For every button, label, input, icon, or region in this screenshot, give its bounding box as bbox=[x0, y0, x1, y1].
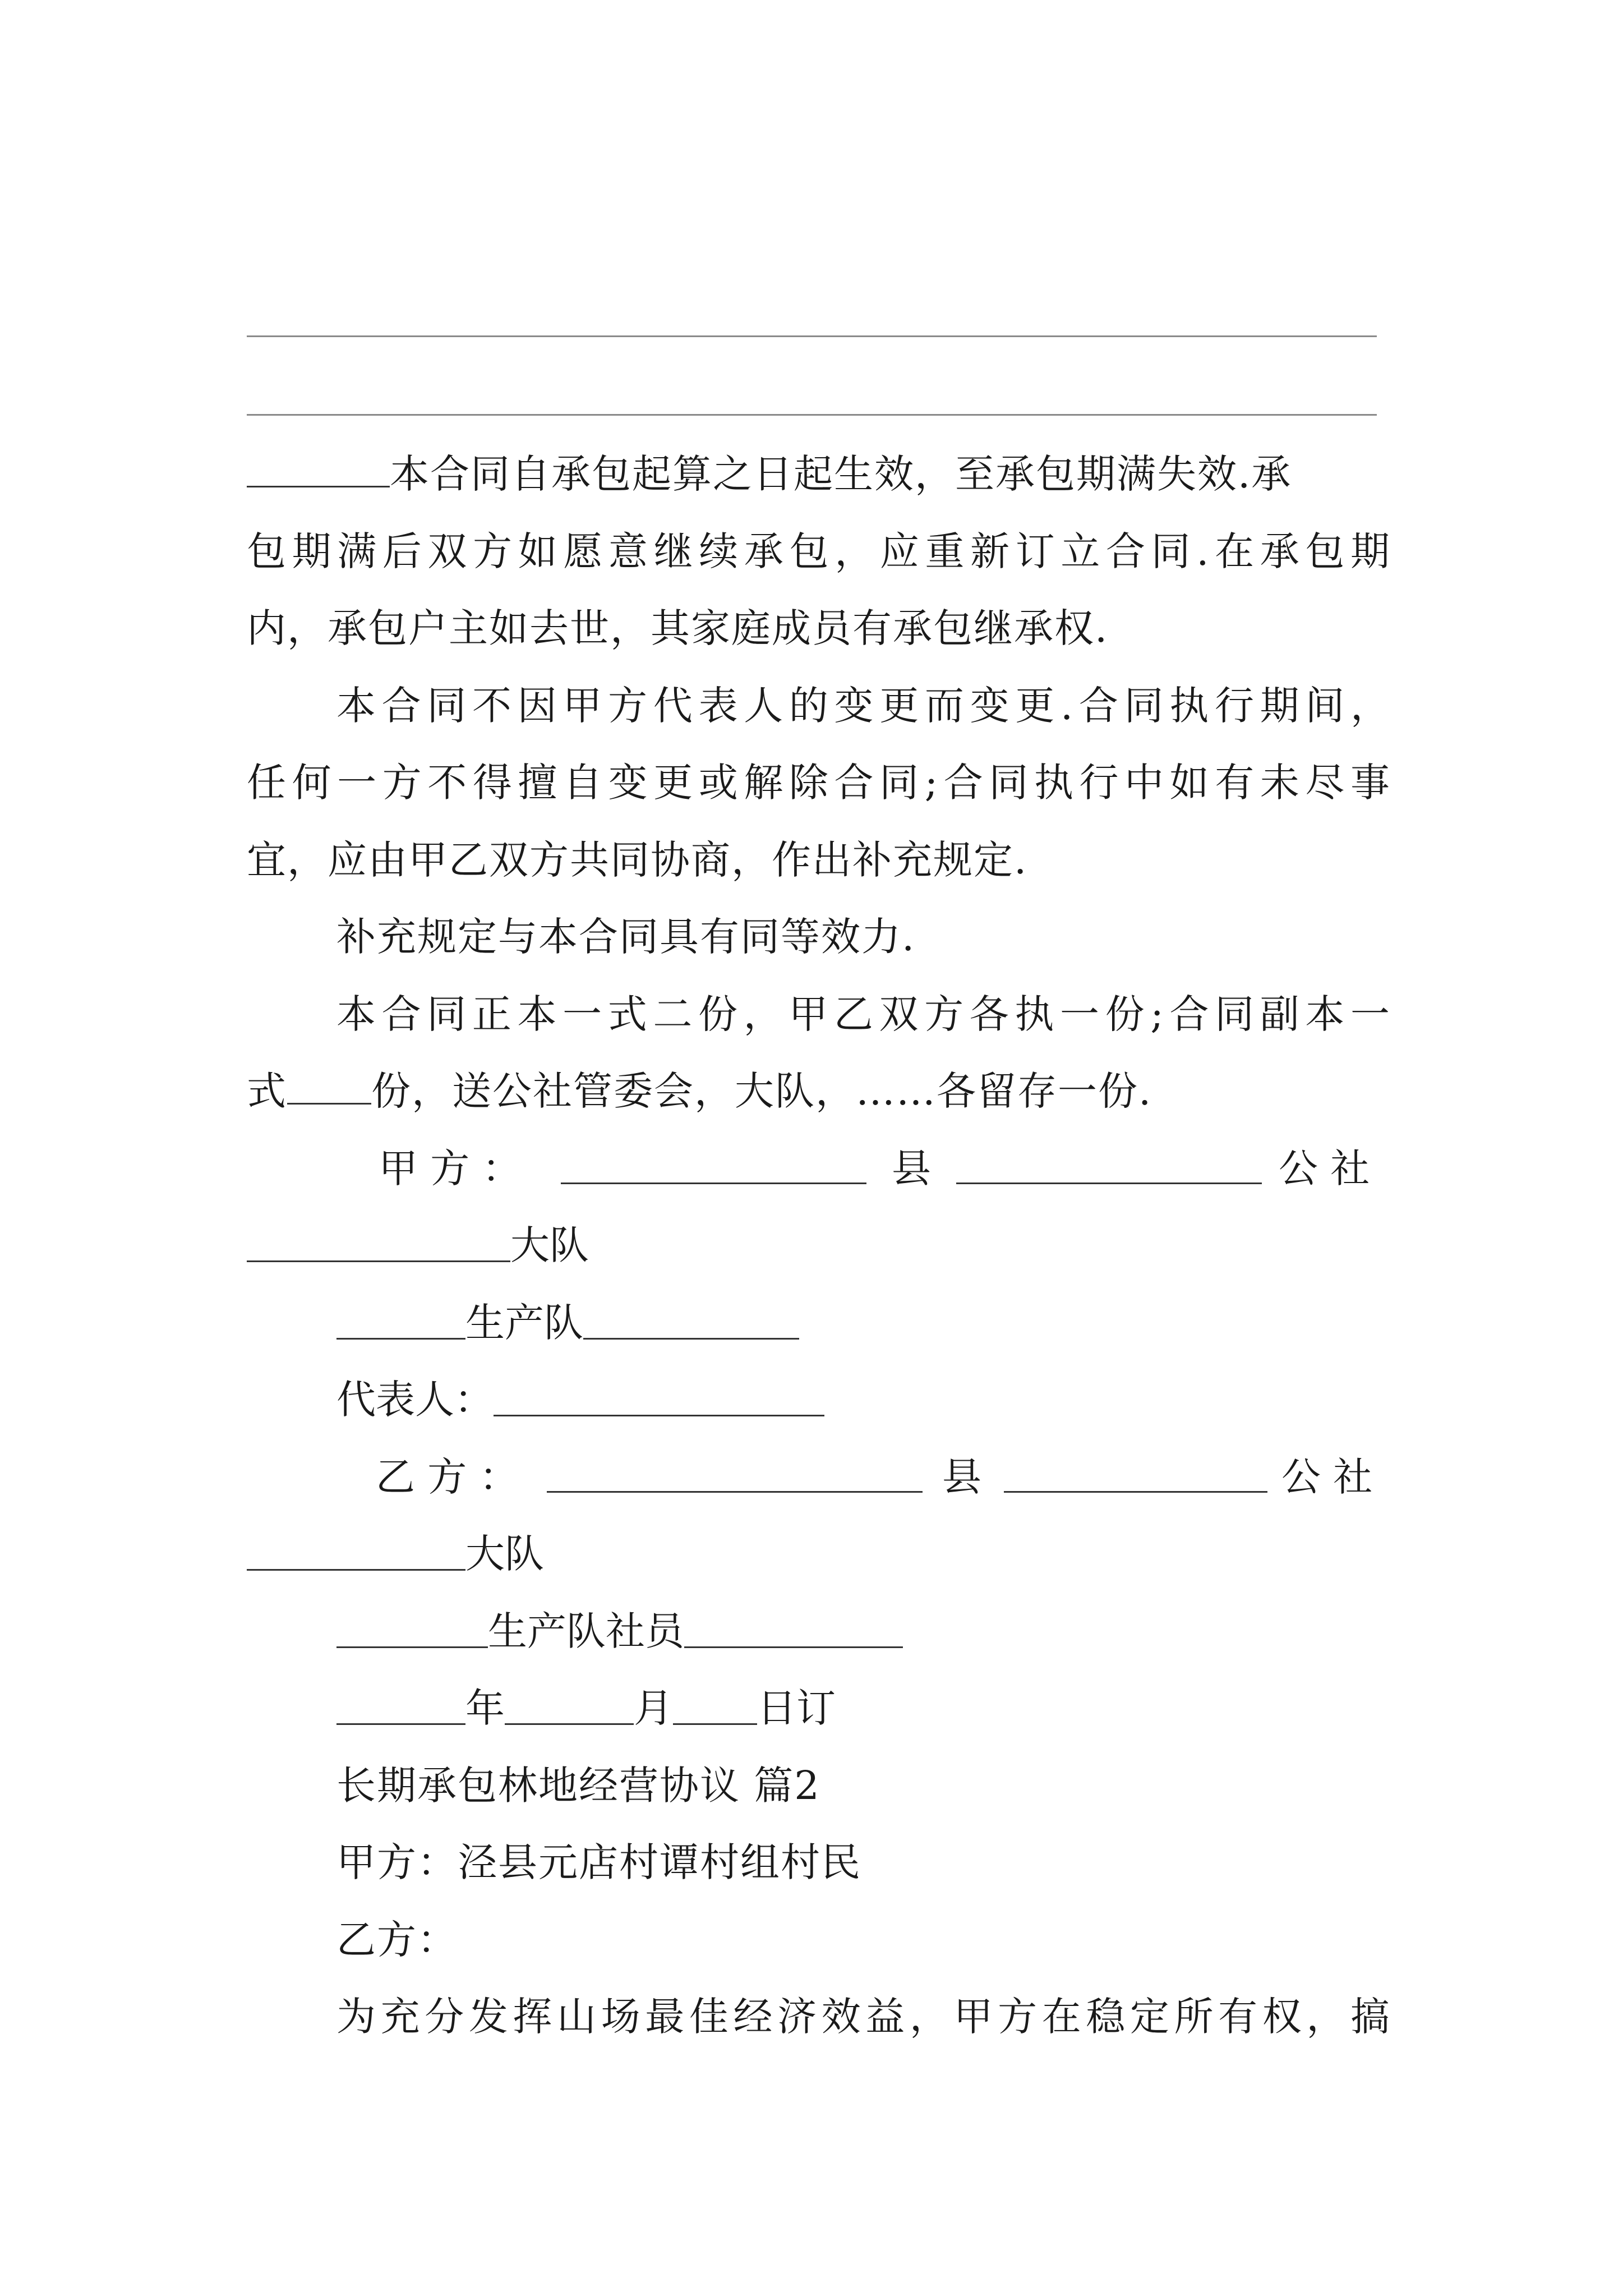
party-a-county: 县 bbox=[892, 1145, 931, 1191]
party-b-county: 县 bbox=[942, 1454, 981, 1500]
clause-change-line: 任何一方不得擅自变更或解除合同;合同执行中如有未尽事 bbox=[247, 760, 1391, 806]
clause-effect-line: 包期满后双方如愿意继续承包，应重新订立合同.在承包期 bbox=[247, 528, 1391, 574]
separator-line bbox=[247, 335, 1377, 337]
fill-blank bbox=[684, 1613, 903, 1648]
clause-change-line: 宜，应由甲乙双方共同协商，作出补充规定. bbox=[247, 837, 1028, 883]
brigade-label: 大队 bbox=[510, 1222, 589, 1268]
fill-blank bbox=[247, 452, 390, 487]
party-b-label: 乙 方 ： bbox=[376, 1454, 519, 1500]
clause-text: 本合同自承包起算之日起生效，至承包期满失效.承 bbox=[390, 451, 1292, 497]
fill-blank bbox=[673, 1690, 757, 1725]
day-label: 日订 bbox=[757, 1685, 836, 1731]
fill-blank bbox=[336, 1613, 488, 1648]
part2-party-b: 乙方： bbox=[336, 1917, 458, 1963]
month-label: 月 bbox=[634, 1685, 673, 1731]
clause-effect-line: 内，承包户主如去世，其家庭成员有承包继承权. bbox=[247, 605, 1109, 651]
clause-copies-line: 本合同正本一式二份，甲乙双方各执一份;合同副本一 bbox=[336, 991, 1391, 1037]
rep-label: 代表人： bbox=[336, 1377, 494, 1423]
fill-blank bbox=[247, 1535, 465, 1571]
party-b-brigade-line bbox=[247, 1529, 544, 1579]
party-a-team-line bbox=[336, 1297, 799, 1348]
clause-text: 式 bbox=[247, 1068, 287, 1114]
fill-blank bbox=[505, 1690, 634, 1725]
team-label: 生产队 bbox=[465, 1300, 583, 1346]
party-a-brigade-line bbox=[247, 1220, 589, 1271]
fill-blank bbox=[336, 1690, 465, 1725]
party-b-commune: 公 社 bbox=[1281, 1454, 1373, 1500]
date-line bbox=[336, 1683, 836, 1733]
separator-line bbox=[247, 414, 1377, 416]
fill-blank bbox=[287, 1069, 371, 1105]
fill-blank bbox=[336, 1304, 465, 1340]
clause-change-line: 本合同不因甲方代表人的变更而变更.合同执行期间， bbox=[336, 683, 1391, 729]
part2-intro: 为充分发挥山场最佳经济效益，甲方在稳定所有权，搞 bbox=[336, 1994, 1391, 2040]
fill-blank bbox=[247, 1227, 510, 1262]
party-a-commune: 公 社 bbox=[1279, 1145, 1370, 1191]
fill-blank bbox=[561, 1149, 866, 1184]
clause-effect-line bbox=[247, 449, 1391, 499]
fill-blank bbox=[956, 1149, 1262, 1184]
fill-blank bbox=[583, 1304, 799, 1340]
party-a-label: 甲 方 ： bbox=[379, 1145, 522, 1191]
party-a-rep-line bbox=[336, 1374, 824, 1425]
year-label: 年 bbox=[465, 1685, 505, 1731]
fill-blank bbox=[494, 1381, 824, 1416]
clause-text: 份，送公社管委会，大队，……各留存一份. bbox=[371, 1068, 1152, 1114]
brigade-label: 大队 bbox=[465, 1531, 544, 1577]
fill-blank bbox=[1004, 1457, 1267, 1493]
clause-copies-line bbox=[247, 1066, 1391, 1116]
fill-blank bbox=[547, 1457, 923, 1493]
clause-supplement-line: 补充规定与本合同具有同等效力. bbox=[336, 914, 916, 960]
part2-party-a: 甲方：泾县元店村谭村组村民 bbox=[336, 1839, 861, 1885]
party-b-team-line bbox=[336, 1606, 903, 1657]
team-member-label: 生产队社员 bbox=[488, 1608, 684, 1654]
part2-title: 长期承包林地经营协议 篇2 bbox=[336, 1763, 820, 1809]
